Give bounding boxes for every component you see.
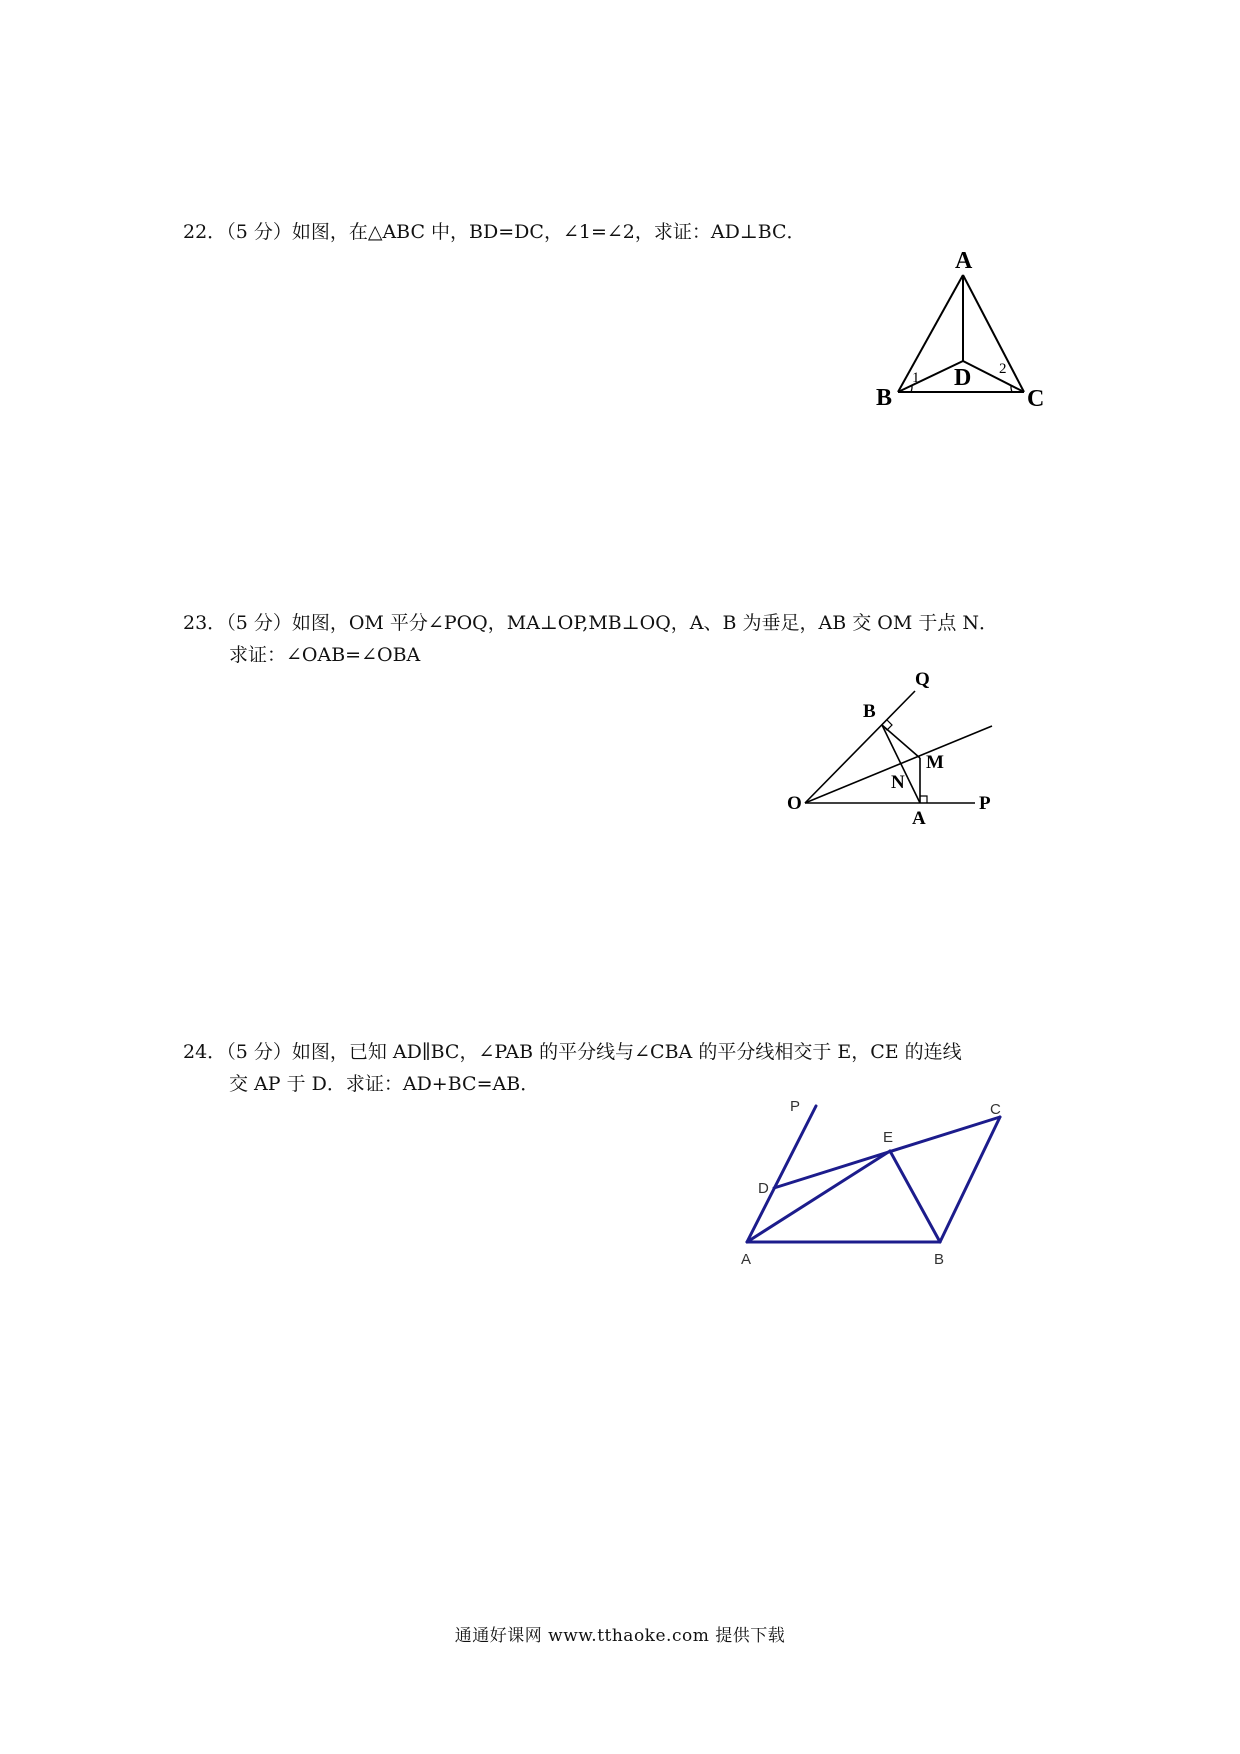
- problem-24-score: （5 分）: [226, 1041, 292, 1063]
- fig22-label-angle1: 1: [912, 370, 920, 386]
- fig23-label-n: N: [891, 772, 905, 793]
- problem-23-line-1: [183, 607, 998, 639]
- problem-23-text-1: 如图，OM 平分∠POQ，MA⊥OP,MB⊥OQ，A、B 为垂足，AB 交 OM 于点 N．: [291, 612, 999, 634]
- fig22-label-a: A: [955, 248, 973, 274]
- fig24-label-p: P: [790, 1098, 801, 1115]
- fig24-label-a: A: [741, 1251, 752, 1268]
- fig23-label-q: Q: [915, 669, 930, 690]
- problem-22-text: 如图，在△ABC 中，BD=DC，∠1=∠2，求证：AD⊥BC．: [291, 221, 806, 243]
- fig23-label-a: A: [912, 808, 926, 829]
- problem-24-text-1: 如图，已知 AD∥BC，∠PAB 的平分线与∠CBA 的平分线相交于 E，CE 的连线: [291, 1041, 962, 1063]
- figure-24: [735, 1090, 1035, 1280]
- fig23-label-p: P: [979, 793, 991, 814]
- problem-23-number: 23．: [183, 612, 227, 634]
- problem-22-score: （5 分）: [226, 221, 292, 243]
- fig22-label-b: B: [876, 385, 893, 411]
- fig23-label-m: M: [926, 752, 944, 773]
- problem-23-score: （5 分）: [226, 612, 292, 634]
- fig24-label-b: B: [934, 1251, 945, 1268]
- figure-23: [775, 660, 1015, 840]
- problem-24-line-1: [183, 1036, 962, 1068]
- problem-22-number: 22．: [183, 221, 227, 243]
- page-footer: 通通好课网 www.tthaoke.com 提供下载: [454, 1626, 786, 1646]
- fig24-seg-be: [890, 1151, 940, 1242]
- fig22-label-angle2: 2: [999, 361, 1007, 377]
- problem-24-number: 24．: [183, 1041, 227, 1063]
- fig24-label-c: C: [990, 1101, 1001, 1118]
- fig24-label-e: E: [883, 1129, 894, 1146]
- problem-23-line-2: 求证：∠OAB=∠OBA: [229, 644, 421, 666]
- fig22-label-c: C: [1027, 386, 1045, 412]
- fig22-seg-ac: [963, 275, 1024, 392]
- fig24-seg-bc: [940, 1117, 1000, 1242]
- fig24-label-d: D: [758, 1180, 769, 1197]
- fig23-label-b: B: [863, 701, 876, 722]
- fig23-right-angle-a: [920, 796, 927, 803]
- figure-22: [870, 240, 1070, 420]
- fig23-label-o: O: [787, 793, 802, 814]
- fig22-label-d: D: [954, 365, 972, 391]
- problem-22-line-1: [183, 216, 806, 248]
- problem-22: [183, 216, 806, 248]
- problem-24-line-2: 交 AP 于 D．求证：AD+BC=AB．: [229, 1073, 540, 1095]
